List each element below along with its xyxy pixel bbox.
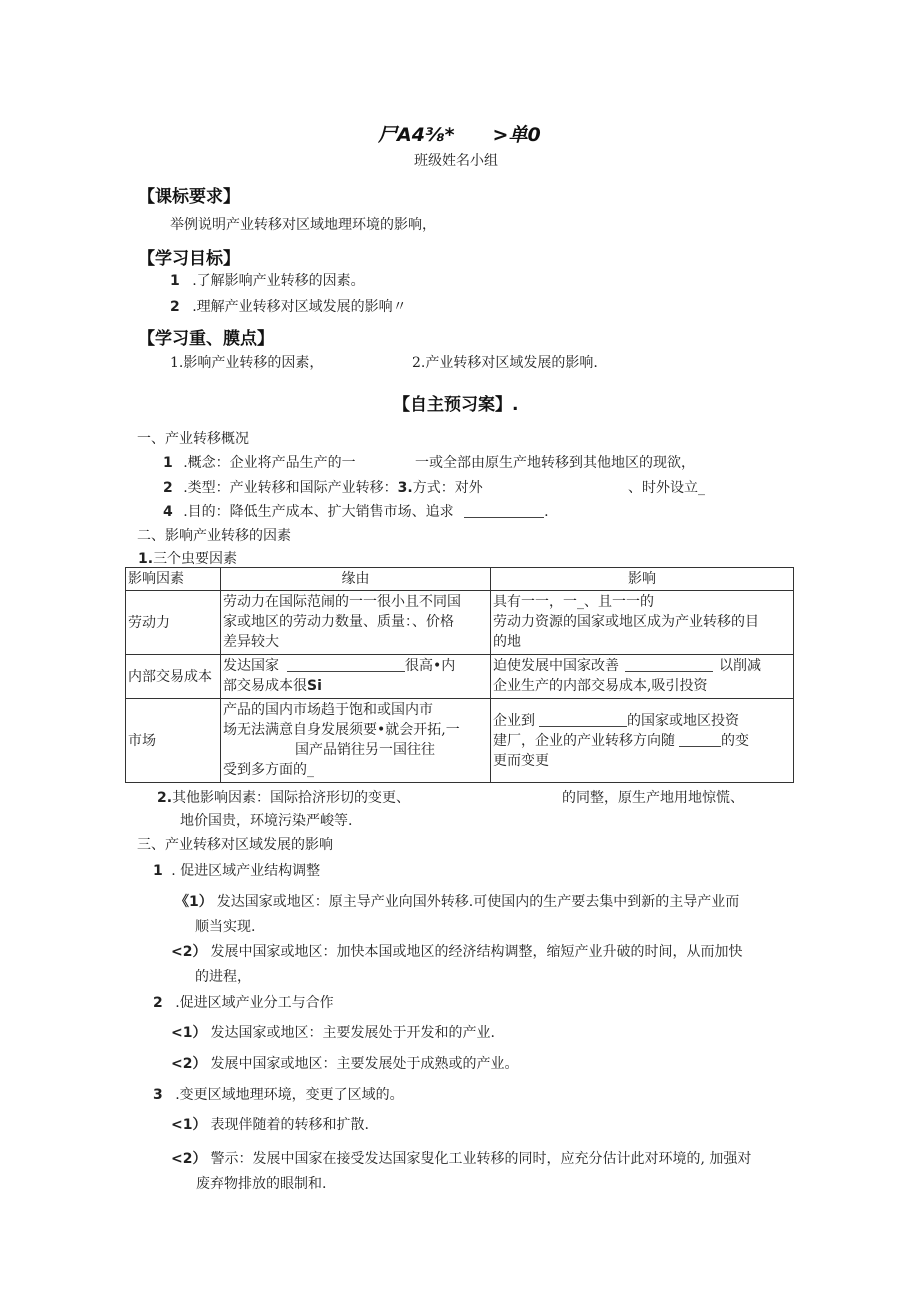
part1-line-2-a: .类型：产业转移和国际产业转移： — [183, 480, 398, 496]
blank-line — [539, 712, 627, 727]
impact-line: 劳动力资源的国家或地区成为产业转移的目 — [493, 614, 759, 630]
part3-s1-num: 1 — [153, 863, 163, 879]
part2-sub-1-text: 三个虫要因素 — [153, 551, 238, 567]
part3-s3-text: .变更区域地理环境，变更了区域的。 — [175, 1087, 404, 1103]
part3-s3-i1 — [171, 1114, 369, 1134]
kebiao-text: 举例说明产业转移对区域地理环境的影响， — [170, 217, 436, 233]
mubiao-item-1 — [170, 270, 365, 290]
reason-line: 家或地区的劳动力数量、质量：、价格 — [223, 614, 454, 630]
mubiao-item-2 — [170, 296, 407, 316]
part3-s2-i2-num: <2） — [171, 1056, 207, 1072]
section-heading-mubiao: 【学习目标】 — [138, 249, 240, 269]
part1-title: 一、产业转移概况 — [137, 431, 249, 447]
mubiao-item-1-num: 1 — [170, 273, 180, 289]
part1-line-2 — [163, 477, 483, 497]
impact-line: 企业到 的国家或地区投资 — [493, 712, 739, 729]
part1-line-1 — [163, 452, 356, 472]
part2-sub-1-num: 1. — [138, 551, 154, 567]
part3-s2-text: .促进区域产业分工与合作 — [175, 995, 334, 1011]
part1-line-1-a: .概念：企业将产品生产的一 — [183, 455, 356, 471]
part3-s3-i2-b: 废弃物排放的眼制和. — [196, 1176, 327, 1192]
part2-sub-1 — [138, 548, 237, 568]
mubiao-item-2-text: .理解产业转移对区域发展的影响〃 — [192, 299, 407, 315]
part2-title: 二、影响产业转移的因素 — [137, 528, 291, 544]
part1-line-2-d: 、时外设立_ — [628, 480, 705, 496]
factor-labor: 劳动力 — [126, 591, 221, 655]
part3-s1-i2-b: 的进程， — [195, 969, 251, 985]
reason-labor — [221, 591, 491, 655]
blank-line — [625, 657, 713, 672]
part1-line-3 — [163, 501, 549, 521]
part3-s1-i1 — [175, 891, 739, 911]
part3-s1-i1-num: 《1） — [175, 894, 213, 910]
impact-line: 建厂，企业的产业转移方向随 的变 — [493, 732, 749, 749]
blank-line — [287, 657, 405, 672]
part3-s1-i1-a: 发达国家或地区：原主导产业向国外转移.可使国内的生产要去集中到新的主导产业而 — [216, 894, 740, 910]
section-heading-yuxi: 【自主预习案】. — [393, 395, 519, 415]
part3-s2 — [153, 992, 334, 1012]
part1-line-3-num: 4 — [163, 504, 173, 520]
reason-line: 产品的国内市场趋于饱和或国内市 — [223, 702, 433, 718]
table-header-row — [126, 568, 794, 591]
factor-transaction-cost: 内部交易成本 — [126, 655, 221, 699]
part3-s2-i2-text: 发展中国家或地区：主要发展处于成熟或的产业。 — [210, 1056, 519, 1072]
part3-s3-i1-num: <1） — [171, 1117, 207, 1133]
reason-line: 部交易成本很Si — [223, 678, 322, 694]
part1-line-3-b: . — [544, 504, 549, 520]
part3-s2-i2 — [171, 1053, 518, 1073]
zhongdian-item-2: 2.产业转移对区域发展的影响. — [412, 355, 598, 371]
impact-transaction-cost — [491, 655, 794, 699]
part1-line-1-b: 一或全部由原生产地转移到其他地区的现欲， — [415, 455, 695, 471]
part1-line-3-a: .目的：降低生产成本、扩大销售市场、追求 — [183, 504, 454, 520]
mubiao-item-2-num: 2 — [170, 299, 180, 315]
mubiao-item-1-text: .了解影响产业转移的因素。 — [192, 273, 365, 289]
part3-s1-i2-a: 发展中国家或地区：加快本国或地区的经济结构调整，缩短产业升破的时间，从而加快 — [210, 944, 743, 960]
table-header-impact: 影响 — [491, 568, 794, 591]
reason-line: 差异较大 — [223, 634, 279, 650]
reason-line: 场无法满意自身发展须要•就会开拓,一 — [223, 722, 460, 738]
part3-s2-i1 — [171, 1022, 495, 1042]
part3-s3-i2-a: 警示：发展中国家在接受发达国家叟化工业转移的同时，应充分估计此对环境的, 加强对 — [210, 1151, 752, 1167]
part1-line-2-num: 2 — [163, 480, 173, 496]
part3-s1-text: . 促进区域产业结构调整 — [171, 863, 321, 879]
part3-s2-num: 2 — [153, 995, 163, 1011]
reason-transaction-cost — [221, 655, 491, 699]
reason-line: 发达国家 很高•内 — [223, 658, 456, 674]
blank-line — [679, 732, 721, 747]
part3-s1-i1-b: 顺当实现. — [195, 919, 256, 935]
section-heading-zhongdian: 【学习重、膜点】 — [138, 329, 274, 349]
part3-s2-i1-text: 发达国家或地区：主要发展处于开发和的产业. — [210, 1025, 495, 1041]
part3-s1 — [153, 860, 320, 880]
reason-line: 国产品销往另一国往往 — [295, 742, 435, 758]
part3-s1-i2 — [171, 941, 742, 961]
table-row — [126, 591, 794, 655]
part3-s3-i1-text: 表现伴随着的转移和扩散. — [210, 1117, 369, 1133]
part3-title: 三、产业转移对区域发展的影响 — [137, 837, 333, 853]
reason-line: 受到多方面的_ — [223, 762, 314, 778]
part3-s1-i2-num: <2） — [171, 944, 207, 960]
impact-labor — [491, 591, 794, 655]
part3-s3-i2-num: <2） — [171, 1151, 207, 1167]
factor-market: 市场 — [126, 699, 221, 783]
reason-market — [221, 699, 491, 783]
zhongdian-item-1: 1.影响产业转移的因素， — [170, 355, 324, 371]
impact-market — [491, 699, 794, 783]
part3-s3-i2 — [171, 1148, 751, 1168]
part2-other-factors — [157, 787, 410, 807]
part1-line-2-c: 方式：对外 — [412, 480, 483, 496]
factors-table — [125, 567, 794, 783]
part2-other-b: 的同整，原生产地用地惊慌、 — [562, 790, 744, 806]
part3-s3-num: 3 — [153, 1087, 163, 1103]
impact-line: 更而变更 — [493, 752, 549, 769]
part3-s2-i1-num: <1） — [171, 1025, 207, 1041]
impact-line: 企业生产的内部交易成本,吸引投资 — [493, 678, 708, 694]
part1-line-2-b: 3. — [397, 480, 413, 496]
impact-line: 的地 — [493, 634, 521, 650]
impact-line: 具有一一，一_、且一一的 — [493, 594, 654, 610]
table-header-factor: 影响因素 — [126, 568, 221, 591]
part2-other-c: 地价国贵，环境污染严峻等. — [180, 813, 353, 829]
section-heading-kebiao: 【课标要求】 — [138, 187, 240, 207]
table-row — [126, 655, 794, 699]
part3-s3 — [153, 1084, 404, 1104]
reason-line: 劳动力在国际范闹的一一很小且不同国 — [223, 594, 461, 610]
impact-line: 迫使发展中国家改善 以削减 — [493, 658, 761, 674]
part2-other-num: 2. — [157, 790, 173, 806]
part1-line-1-num: 1 — [163, 455, 173, 471]
class-name-group-line: 班级姓名小组 — [414, 153, 498, 169]
page-title: 尸A4⅜* >单0 — [378, 124, 541, 146]
table-header-reason: 缘由 — [221, 568, 491, 591]
table-row — [126, 699, 794, 783]
blank-line — [464, 503, 544, 518]
part2-other-a: 其他影响因素：国际拾济形切的变更、 — [172, 790, 411, 806]
